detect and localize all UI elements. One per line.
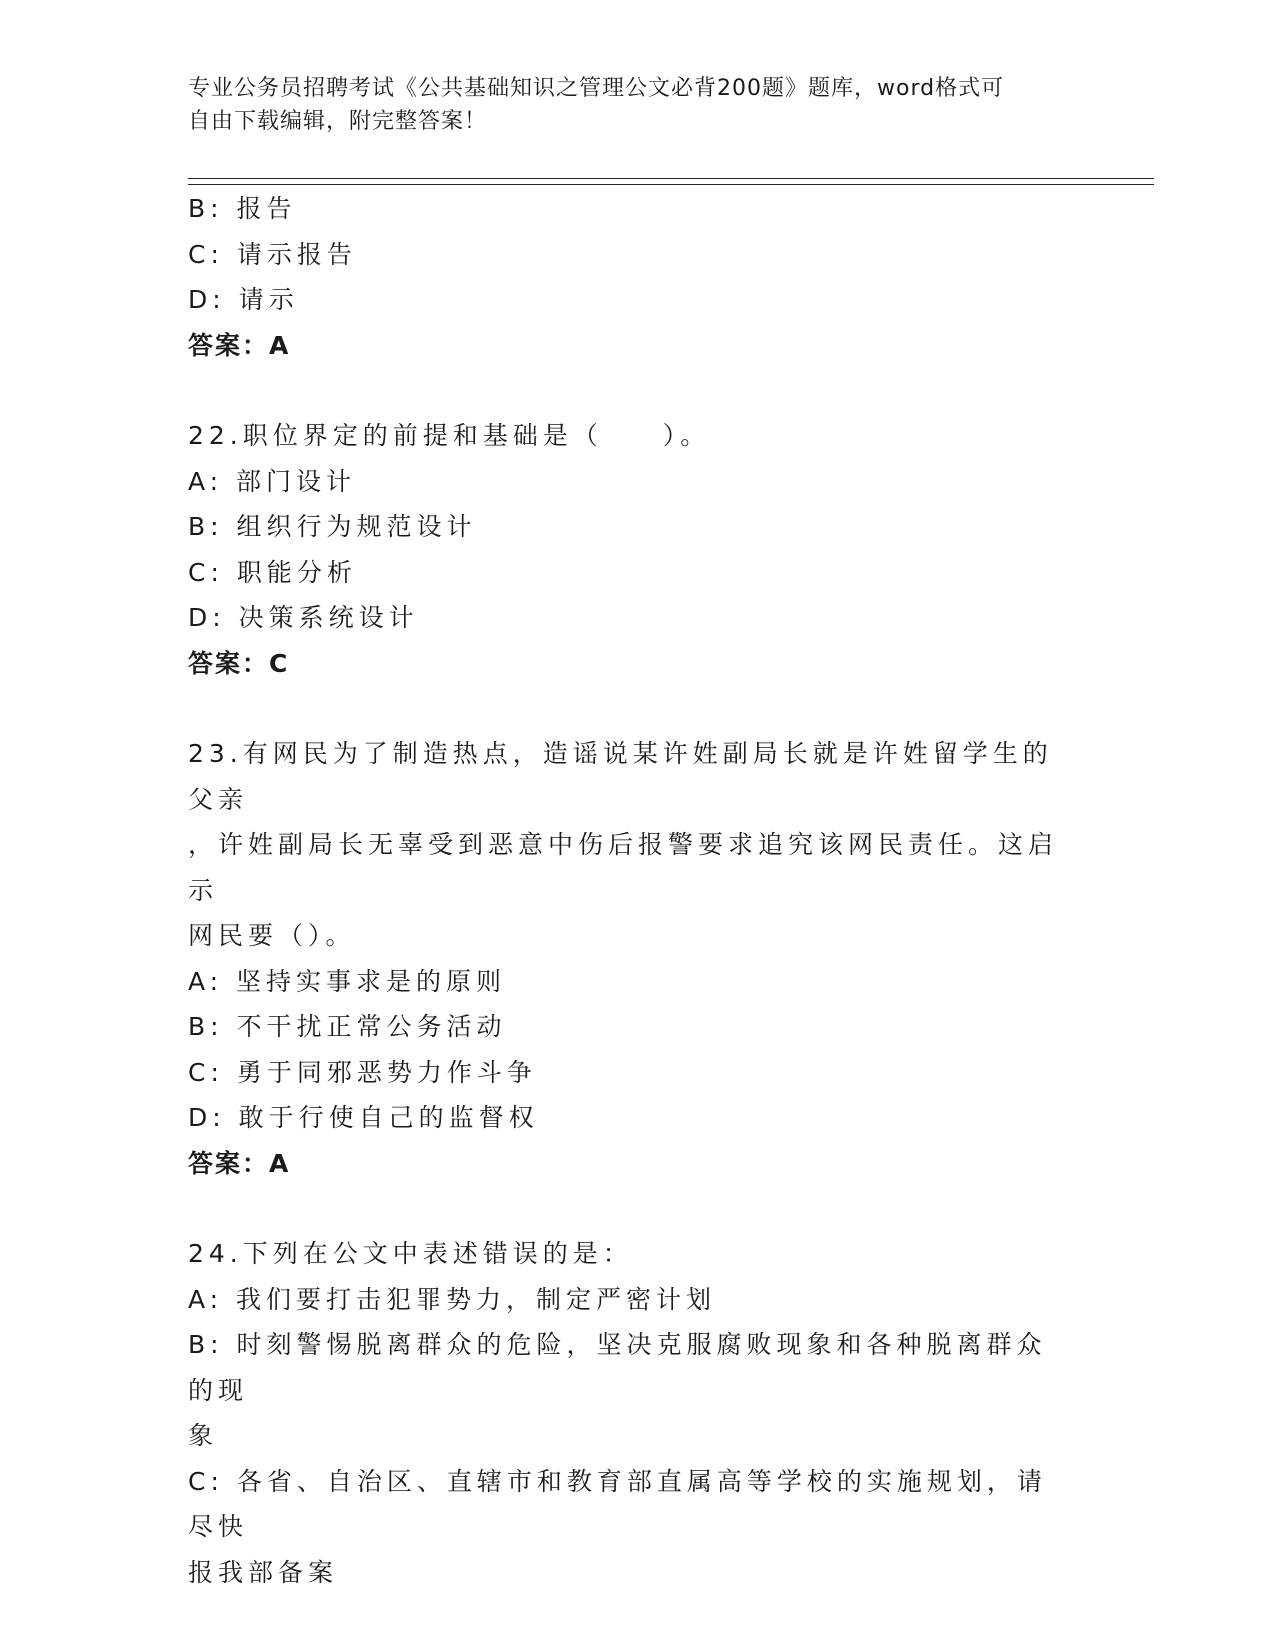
question-22 bbox=[188, 413, 1068, 686]
header-line-2: 自由下载编辑，附完整答案！ bbox=[188, 109, 488, 134]
option-c: C: 请示报告 bbox=[188, 239, 357, 269]
document-header bbox=[188, 72, 1068, 138]
option-a: A: 部门设计 bbox=[188, 466, 357, 496]
option-a: A: 我们要打击犯罪势力，制定严密计划 bbox=[188, 1284, 717, 1314]
option-d: D: 敢于行使自己的监督权 bbox=[188, 1103, 539, 1132]
option-c-line-2: 报我部备案 bbox=[188, 1557, 339, 1587]
answer-23: 答案：A bbox=[188, 1148, 291, 1178]
answer-22: 答案：C bbox=[188, 648, 290, 678]
header-divider bbox=[188, 178, 1154, 185]
header-line-1: 专业公务员招聘考试《公共基础知识之管理公文必背200题》题库，word格式可 bbox=[188, 76, 1005, 101]
spacer bbox=[188, 1186, 1068, 1231]
option-d: D: 决策系统设计 bbox=[188, 603, 419, 632]
answer-21: 答案：A bbox=[188, 330, 291, 360]
question-23 bbox=[188, 731, 1068, 1186]
spacer bbox=[188, 368, 1068, 413]
question-24-title: 24.下列在公文中表述错误的是： bbox=[188, 1239, 633, 1268]
document-body bbox=[188, 186, 1068, 1595]
option-c-line-1: C: 各省、自治区、直辖市和教育部直属高等学校的实施规划，请尽快 bbox=[188, 1466, 1047, 1541]
question-21-continued bbox=[188, 186, 1068, 368]
option-c: C: 勇于同邪恶势力作斗争 bbox=[188, 1057, 537, 1087]
question-24 bbox=[188, 1231, 1068, 1595]
option-b-line-1: B: 时刻警惕脱离群众的危险，坚决克服腐败现象和各种脱离群众的现 bbox=[188, 1330, 1047, 1405]
spacer bbox=[188, 686, 1068, 731]
option-c: C: 职能分析 bbox=[188, 557, 357, 587]
option-b: B: 组织行为规范设计 bbox=[188, 512, 477, 541]
question-23-title-line-1: 23.有网民为了制造热点，造谣说某许姓副局长就是许姓留学生的父亲 bbox=[188, 739, 1053, 814]
option-b: B: 不干扰正常公务活动 bbox=[188, 1012, 507, 1041]
option-d: D: 请示 bbox=[188, 285, 299, 314]
option-a: A: 坚持实事求是的原则 bbox=[188, 966, 507, 996]
question-23-title-line-2: ，许姓副局长无辜受到恶意中伤后报警要求追究该网民责任。这启示 bbox=[188, 830, 1059, 905]
option-b-line-2: 象 bbox=[188, 1421, 219, 1450]
option-b: B: 报告 bbox=[188, 194, 297, 223]
question-22-title: 22.职位界定的前提和基础是（ ）。 bbox=[188, 421, 711, 450]
question-23-title-line-3: 网民要（）。 bbox=[188, 921, 356, 950]
